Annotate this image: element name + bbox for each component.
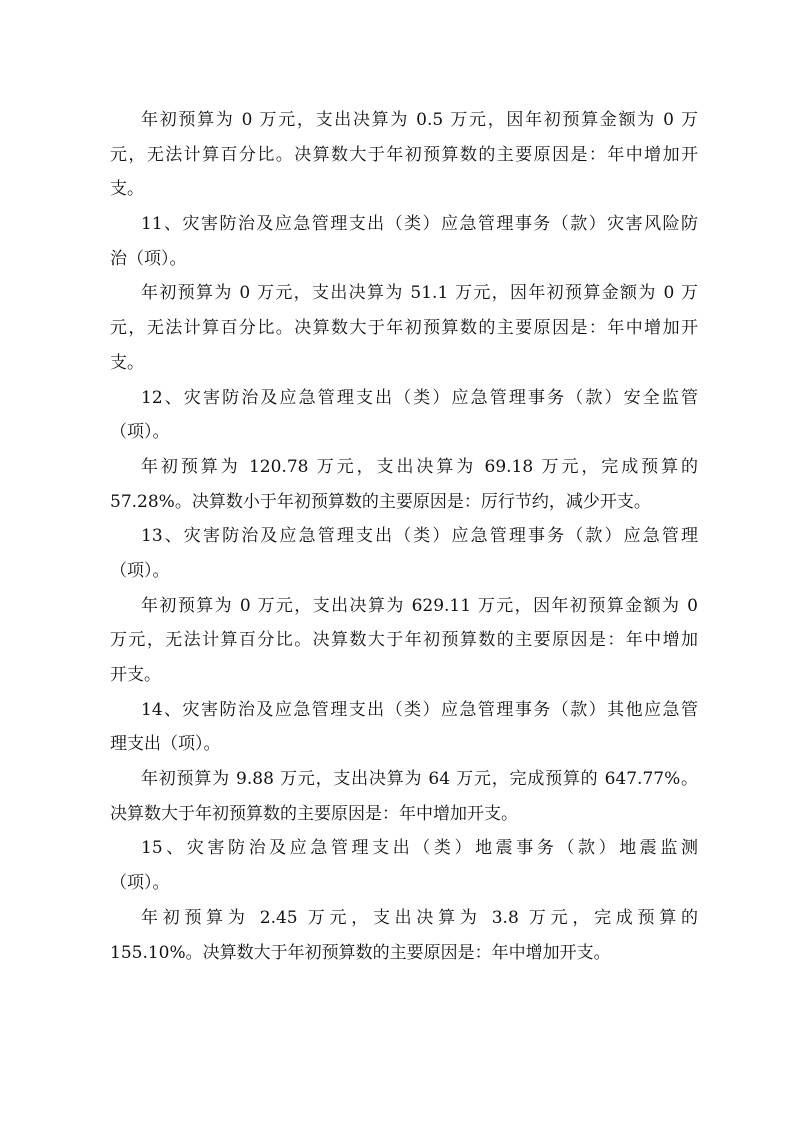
text-line: 13、灾害防治及应急管理支出（类）应急管理事务（款）应急管理 [141,526,698,547]
text-line: 11、灾害防治及应急管理支出（类）应急管理事务（款）灾害风险防 [141,214,698,235]
text-line: （项）。 [110,560,170,581]
text-line: 57.28%。决算数小于年初预算数的主要原因是：厉行节约，减少开支。 [110,491,651,512]
text-line: 年初预算为 2.45 万元，支出决算为 3.8 万元，完成预算的 [141,907,698,928]
text-line: （项）。 [110,873,170,894]
paragraph [110,276,698,380]
paragraph [110,450,698,519]
paragraph [110,693,698,762]
text-line: 155.10%。决算数大于年初预算数的主要原因是：年中增加开支。 [110,942,611,963]
text-line: 年初预算为 120.78 万元，支出决算为 69.18 万元，完成预算的 [141,456,698,477]
text-line: 理支出（项）。 [110,734,221,755]
text-line: 治（项）。 [110,248,187,269]
paragraph [110,831,698,900]
text-line: 年初预算为 9.88 万元，支出决算为 64 万元，完成预算的 647.77%。 [141,769,698,790]
text-line: 元，无法计算百分比。决算数大于年初预算数的主要原因是：年中增加开 [110,144,698,165]
text-line: 年初预算为 0 万元，支出决算为 0.5 万元，因年初预算金额为 0 万 [141,110,698,130]
paragraph [110,519,698,588]
text-line: 支。 [110,179,144,200]
paragraph [110,103,698,207]
paragraph [110,901,698,970]
text-line: 支。 [110,352,144,373]
text-line: 14、灾害防治及应急管理支出（类）应急管理事务（款）其他应急管 [141,699,698,720]
paragraph [110,207,698,276]
text-line: 15、灾害防治及应急管理支出（类）地震事务（款）地震监测 [141,838,698,859]
text-line: 年初预算为 0 万元，支出决算为 629.11 万元，因年初预算金额为 0 [141,595,698,616]
paragraph [110,762,698,831]
text-line: 年初预算为 0 万元，支出决算为 51.1 万元，因年初预算金额为 0 万 [141,283,698,304]
paragraph [110,589,698,693]
paragraph [110,381,698,450]
text-line: 元，无法计算百分比。决算数大于年初预算数的主要原因是：年中增加开 [110,318,698,339]
text-line: （项）。 [110,422,170,443]
document-page [110,103,698,970]
text-line: 万元，无法计算百分比。决算数大于年初预算数的主要原因是：年中增加 [110,630,698,651]
text-line: 开支。 [110,665,161,685]
text-line: 12、灾害防治及应急管理支出（类）应急管理事务（款）安全监管 [141,387,698,408]
text-line: 决算数大于年初预算数的主要原因是：年中增加开支。 [110,803,518,824]
